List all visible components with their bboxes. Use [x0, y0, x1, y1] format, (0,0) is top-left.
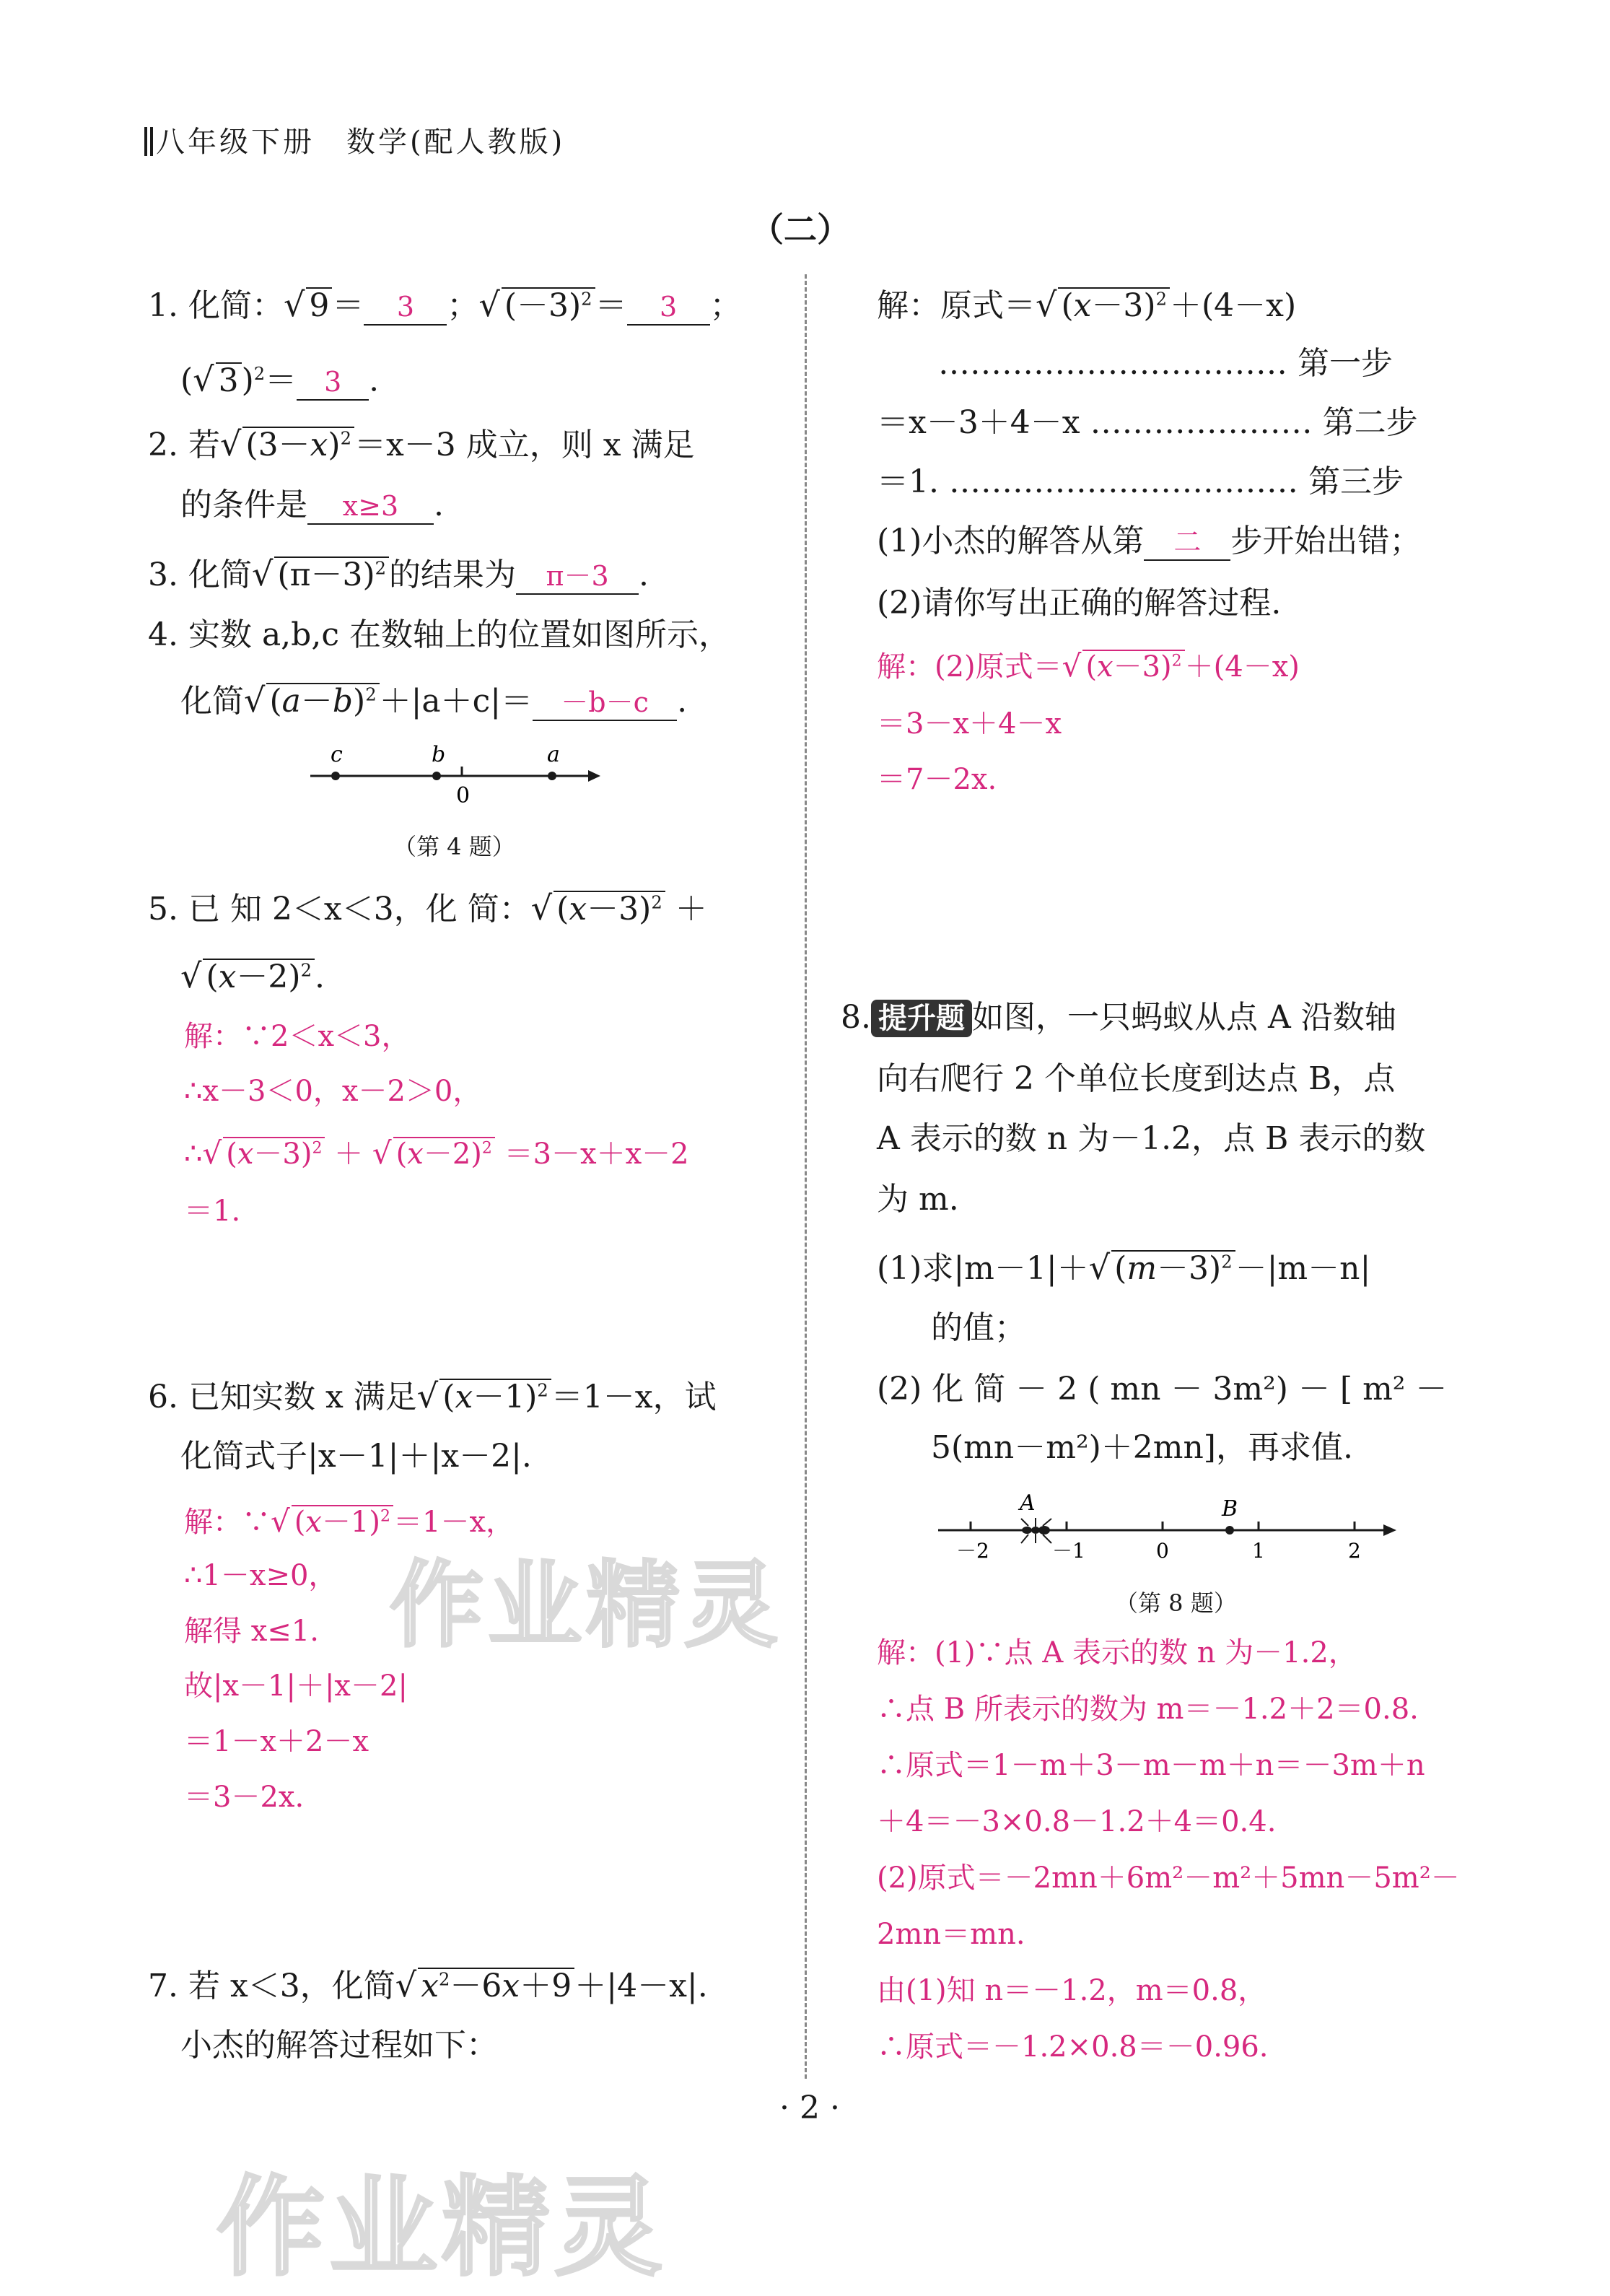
q6-sol-2: ∴1－x≥0， [184, 1559, 338, 1592]
q3-line: 3. 化简√ $(\pi-3)^2$的结果为 π－3 . [148, 554, 649, 593]
q8-sol-4: ＋4＝－3×0.8－1.2＋4＝0.4. [877, 1805, 1277, 1838]
axis-arrow [1383, 1524, 1396, 1536]
label-A: A [1020, 1494, 1036, 1516]
q6-sol-4: 故|x－1|＋|x－2| [184, 1669, 408, 1703]
column-divider [805, 274, 807, 2079]
q8-caption: （第 8 题） [1115, 1589, 1237, 1617]
q7-sol-1: 解：(2)原式＝√ $(x-3)^2 +(4-x)$ [877, 648, 1300, 684]
q6-sol-5: ＝1－x＋2－x [184, 1725, 369, 1758]
tick-label-2: 2 [1348, 1539, 1361, 1563]
q5-sol-3: ∴√ $(x-3)^2$ ＋ √ $(x-2)^2 =3-x+x-2$ [184, 1135, 689, 1171]
point-a [548, 772, 556, 780]
q8-number-line [935, 1494, 1404, 1566]
q5-sol-2: ∴x－3＜0，x－2＞0， [184, 1075, 482, 1108]
q8-sol-5: (2)原式＝－2mn＋6m²－m²＋5mn－5m²－ [877, 1861, 1460, 1895]
q6-sol-1: 解：∵√ $(x-1)^2 =1-x$， [184, 1503, 515, 1539]
q8-sol-2: ∴点 B 所表示的数为 m＝－1.2＋2＝0.8. [877, 1693, 1419, 1726]
point-b [432, 772, 441, 780]
q7-r1: 解：原式＝√ $(x-3)^2+(4-x)$ [877, 285, 1297, 324]
q8-line4: 为 m. [877, 1181, 959, 1218]
q7-p1: (1)小杰的解答从第 二 步开始出错； [877, 523, 1422, 559]
q8-sol-1: 解：(1)∵点 A 表示的数 n 为－1.2， [877, 1636, 1357, 1669]
q1-line2: (√ 3)$^2$＝ 3 . [180, 359, 380, 399]
q7-answer[interactable]: 二 [1144, 525, 1230, 561]
section-title: （二） [751, 210, 850, 249]
q8-p1: (1)求|m－1|＋√ $(m-3)^2-|m-n|$ [877, 1248, 1371, 1287]
q8-line1: 8. 提升题 如图，一只蚂蚁从点 A 沿数轴 [841, 999, 1396, 1036]
q2-answer[interactable]: x≥3 [307, 489, 434, 525]
watermark-bottom: 作业精灵 [216, 2165, 668, 2291]
q8-p2-line1: (2) 化 简 － 2 ( mn － 3m²) － [ m² － [877, 1371, 1448, 1407]
q6-line2: 化简式子|x－1|＋|x－2|. [180, 1438, 532, 1475]
q1-answer-c[interactable]: 3 [297, 365, 369, 401]
q7-r4: ＝1. …………………………… 第三步 [877, 463, 1404, 500]
q7-line2: 小杰的解答过程如下： [180, 2027, 498, 2064]
label-a: a [547, 743, 560, 767]
q8-p2-line2: 5(mn－m²)＋2mn]，再求值. [931, 1429, 1353, 1466]
label-b: b [432, 743, 446, 767]
q8-sol-6: 2mn＝mn. [877, 1918, 1025, 1951]
label-B: B [1222, 1496, 1238, 1522]
q4-answer[interactable]: －b－c [533, 685, 677, 721]
q8-line2: 向右爬行 2 个单位长度到达点 B，点 [877, 1060, 1396, 1097]
tick-label-minus2: －2 [956, 1539, 989, 1563]
q1-answer-a[interactable]: 3 [364, 289, 447, 326]
point-c [331, 772, 340, 780]
q6-sol-3: 解得 x≤1. [184, 1615, 319, 1648]
label-c: c [331, 743, 343, 767]
axis-arrow [588, 770, 600, 782]
tick-label-0: 0 [1156, 1539, 1169, 1563]
q1-answer-b[interactable]: 3 [627, 289, 710, 326]
q6-sol-6: ＝3－2x. [184, 1781, 305, 1814]
q8-sol-8: ∴原式＝－1.2×0.8＝－0.96. [877, 2030, 1269, 2064]
q8-sol-7: 由(1)知 n＝－1.2，m＝0.8， [877, 1974, 1267, 2007]
book-header [144, 119, 565, 160]
q7-sol-2: ＝3－x＋4－x [877, 707, 1062, 741]
q4-number-line [303, 743, 606, 808]
q7-p2: (2)请你写出正确的解答过程. [877, 585, 1282, 621]
q8-sol-3: ∴原式＝1－m＋3－m－m＋n＝－3m＋n [877, 1749, 1425, 1782]
q4-caption: （第 4 题） [393, 833, 515, 860]
q7-r2: …………………………… 第一步 [938, 345, 1393, 382]
watermark-mid: 作业精灵 [390, 1550, 783, 1660]
label-zero: 0 [456, 783, 471, 808]
q2-line2: 的条件是 x≥3 . [180, 486, 444, 523]
q6-line1: 6. 已知实数 x 满足√ $(x-1)^2=1-x$，试 [148, 1376, 717, 1415]
q7-line1: 7. 若 x＜3，化简√ $x^2-6x+9+|4-x|$. [148, 1965, 708, 2004]
q8-p1-line2: 的值； [931, 1309, 1026, 1346]
point-A [1024, 1527, 1031, 1534]
q5-line2: √ $(x-2)^2$. [180, 956, 325, 995]
q2-line1: 2. 若√ $(3-x)^2=x-3$ 成立，则 x 满足 [148, 424, 695, 463]
page-number: · 2 · [779, 2090, 840, 2126]
q5-sol-1: 解：∵2＜x＜3， [184, 1020, 411, 1053]
q8-tag: 提升题 [871, 1000, 972, 1037]
point-B [1225, 1526, 1234, 1535]
q4-line2: 化简√ $(a-b)^2+|a+c|= -b-c$ . [180, 681, 688, 720]
q1-line1: 1. 化简：√ 9＝ 3 ；√ $(-3)^2= 3$ ； [148, 285, 742, 324]
header-text: 八年级下册 数学(配人教版) [156, 126, 566, 159]
tick-label-1: 1 [1252, 1539, 1265, 1563]
q4-line1: 4. 实数 a,b,c 在数轴上的位置如图所示， [148, 616, 730, 653]
q8-line3: A 表示的数 n 为－1.2，点 B 表示的数 [877, 1120, 1426, 1157]
q3-answer[interactable]: π－3 [516, 559, 639, 595]
tick-label-minus1: －1 [1052, 1539, 1085, 1563]
q5-sol-4: ＝1. [184, 1195, 241, 1228]
q7-sol-3: ＝7－2x. [877, 763, 997, 796]
q7-r3: ＝x－3＋4－x ………………… 第二步 [877, 404, 1418, 441]
q5-line1: 5. 已 知 2＜x＜3，化 简：√ $(x-3)^2$ ＋ [148, 889, 707, 927]
